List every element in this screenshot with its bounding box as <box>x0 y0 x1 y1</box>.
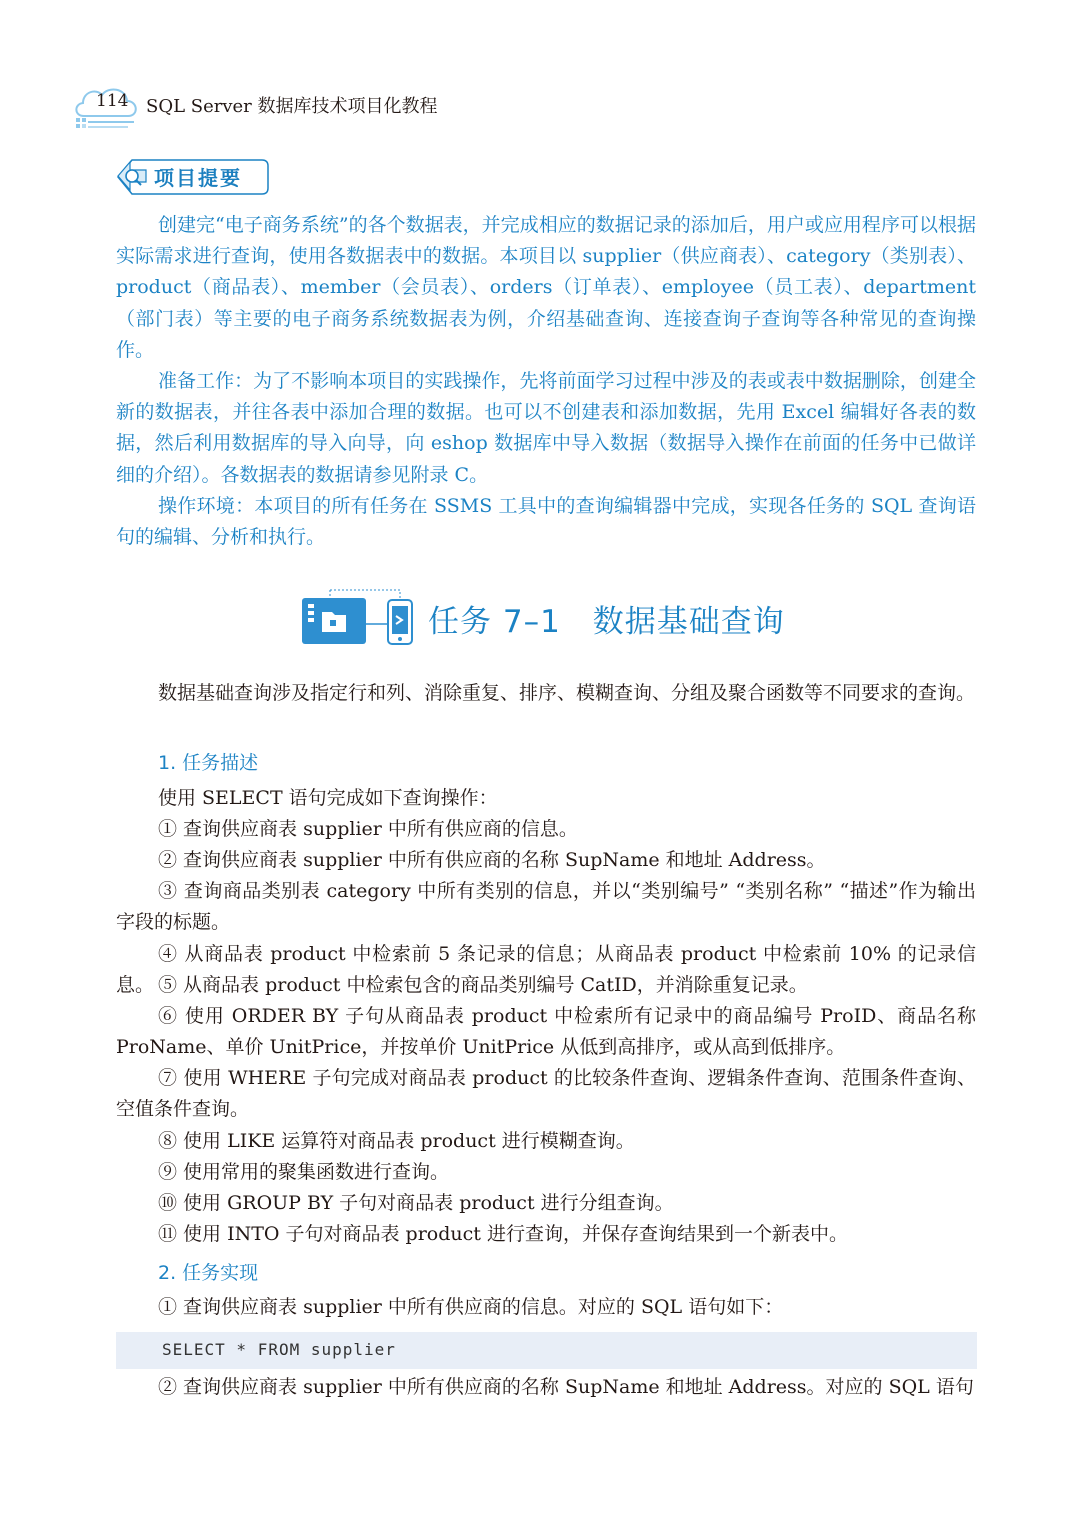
list-item: ⑨ 使用常用的聚集函数进行查询。 <box>158 1161 450 1183</box>
list-item: ⑦ 使用 WHERE 子句完成对商品表 product 的比较条件查询、逻辑条件查询、范围条件查询、空值条件查询。 <box>116 1067 976 1121</box>
task-title: 任务 7–1 数据基础查询 <box>428 604 785 640</box>
code-block <box>116 1332 977 1369</box>
list-item: ① 查询供应商表 supplier 中所有供应商的信息。 <box>158 818 578 840</box>
list-item: ② 查询供应商表 supplier 中所有供应商的名称 SupName 和地址 Address。 <box>158 849 826 871</box>
section-heading-task-implementation: 2. 任务实现 <box>158 1262 259 1284</box>
task-intro: 数据基础查询涉及指定行和列、消除重复、排序、模糊查询、分组及聚合函数等不同要求的查询。 <box>158 682 976 704</box>
list-item: ③ 查询商品类别表 category 中所有类别的信息，并以“类别编号” “类别名称” “描述”作为输出字段的标题。 <box>116 880 976 934</box>
list-item: ⑥ 使用 ORDER BY 子句从商品表 product 中检索所有记录中的商品编号 ProID、商品名称 ProName、单价 UnitPrice，并按单价 UnitPrice 从低到高排序，或从高到低排序。 <box>116 1005 976 1059</box>
list-item: ⑧ 使用 LIKE 运算符对商品表 product 进行模糊查询。 <box>158 1130 635 1152</box>
step-1-text: ① 查询供应商表 supplier 中所有供应商的信息。对应的 SQL 语句如下： <box>158 1296 784 1318</box>
page-number: 114 <box>96 91 129 111</box>
intro-paragraph-3: 操作环境：本项目的所有任务在 SSMS 工具中的查询编辑器中完成，实现各任务的 SQL 查询语句的编辑、分析和执行。 <box>116 495 976 549</box>
section-heading-task-description: 1. 任务描述 <box>158 752 259 774</box>
page-header <box>70 82 590 132</box>
list-item: ⑪ 使用 INTO 子句对商品表 product 进行查询，并保存查询结果到一个新表中。 <box>158 1223 848 1245</box>
folder-phone-transfer-icon <box>300 586 420 648</box>
intro-paragraph-1: 创建完“电子商务系统”的各个数据表，并完成相应的数据记录的添加后，用户或应用程序可以根据实际需求进行查询，使用各数据表中的数据。本项目以 supplier（供应商表）、category（类别表）、product（商品表）、member（会员表）、orders（订单表）、employee（员工表）、department（部门表）等主要的电子商务系统数据表为例，介绍基础查询、连接查询子查询等各种常见的查询操作。 <box>116 214 976 361</box>
magnifier-arrow-icon <box>116 158 152 194</box>
sql-code: SELECT * FROM supplier <box>162 1340 396 1359</box>
book-title: SQL Server 数据库技术项目化教程 <box>146 96 438 117</box>
project-summary-badge <box>112 154 272 200</box>
list-item: ⑤ 从商品表 product 中检索包含的商品类别编号 CatID，并消除重复记录。 <box>158 974 808 996</box>
step-2-text: ② 查询供应商表 supplier 中所有供应商的名称 SupName 和地址 Address。对应的 SQL 语句 <box>158 1376 974 1398</box>
intro-paragraph-2: 准备工作：为了不影响本项目的实践操作，先将前面学习过程中涉及的表或表中数据删除，创建全新的数据表，并往各表中添加合理的数据。也可以不创建表和添加数据，先用 Excel 编辑好各表的数据，然后利用数据库的导入向导，向 eshop 数据库中导入数据（数据导入操作在前面的任务中已做详细的介绍）。各数据表的数据请参见附录 C。 <box>116 370 976 486</box>
section1-lead: 使用 SELECT 语句完成如下查询操作： <box>158 787 498 809</box>
badge-label: 项目提要 <box>154 166 242 190</box>
list-item: ④ 从商品表 product 中检索前 5 条记录的信息；从商品表 product 中检索前 10% 的记录信息。 <box>116 943 976 997</box>
list-item: ⑩ 使用 GROUP BY 子句对商品表 product 进行分组查询。 <box>158 1192 674 1214</box>
task-banner <box>300 586 820 648</box>
